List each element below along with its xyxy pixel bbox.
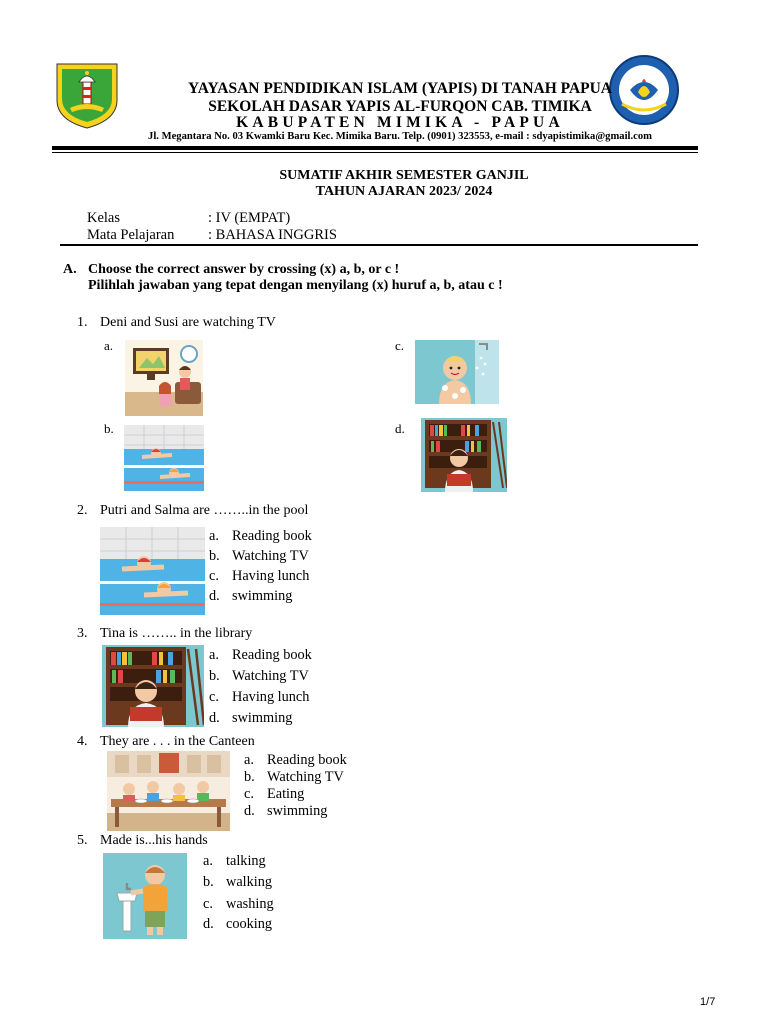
q4-option-b-text: Watching TV — [267, 769, 344, 785]
library-picture — [102, 645, 204, 727]
q4-option-d-text: swimming — [267, 803, 328, 819]
q1-option-b-label: b. — [104, 421, 114, 436]
exam-year: TAHUN AJARAN 2023/ 2024 — [315, 184, 493, 199]
question-5-number: 5. — [77, 833, 88, 848]
q2-option-b-letter: b. — [209, 548, 220, 564]
watching-tv-picture — [125, 340, 203, 416]
question-3-text: Tina is …….. in the library — [100, 626, 253, 641]
q4-option-c-text: Eating — [267, 786, 305, 802]
question-2-number: 2. — [77, 503, 88, 518]
foundation-name: YAYASAN PENDIDIKAN ISLAM (YAPIS) DI TANAH PAPUA — [187, 80, 613, 97]
question-2-text: Putri and Salma are ……..in the pool — [100, 503, 309, 518]
regency-name: KABUPATEN MIMIKA - PAPUA — [236, 114, 564, 131]
swimming-picture-small — [124, 425, 204, 491]
q2-option-b-text: Watching TV — [232, 548, 309, 564]
q5-option-a-letter: a. — [203, 853, 213, 869]
bathing-picture — [415, 340, 499, 404]
school-address: Jl. Megantara No. 03 Kwamki Baru Kec. Mimika Baru. Telp. (0901) 323553, e-mail : sdyapistimika@gmail.com — [148, 131, 652, 142]
q3-option-d-letter: d. — [209, 710, 220, 726]
exam-title: SUMATIF AKHIR SEMESTER GANJIL — [279, 168, 529, 183]
page-current: 1 — [700, 996, 707, 1008]
question-1-number: 1. — [77, 315, 88, 330]
q3-option-c-text: Having lunch — [232, 689, 310, 705]
q1-option-d-label: d. — [395, 421, 405, 436]
q5-option-c-text: washing — [226, 896, 274, 912]
section-letter: A. — [63, 262, 77, 277]
header-divider-thick — [52, 146, 698, 150]
subject-label: Mata Pelajaran — [87, 227, 175, 243]
info-divider — [60, 244, 698, 246]
subject-value: : BAHASA INGGRIS — [208, 227, 337, 243]
instruction-indonesian: Pilihlah jawaban yang tepat dengan menyilang (x) huruf a, b, atau c ! — [88, 278, 503, 293]
q5-option-b-text: walking — [226, 874, 273, 890]
q4-option-b-letter: b. — [244, 769, 255, 785]
q5-option-b-letter: b. — [203, 874, 214, 890]
question-5-text: Made is...his hands — [100, 833, 208, 848]
page-total: 7 — [709, 996, 716, 1008]
swimming-picture — [100, 527, 205, 615]
q2-option-d-letter: d. — [209, 588, 220, 604]
library-picture-small — [421, 418, 507, 492]
q4-option-a-text: Reading book — [267, 752, 347, 768]
question-3-number: 3. — [77, 626, 88, 641]
washing-hands-picture — [103, 853, 187, 939]
page-number: 1/7 — [700, 996, 716, 1008]
q3-option-a-letter: a. — [209, 647, 219, 663]
q4-option-a-letter: a. — [244, 752, 254, 768]
school-name: SEKOLAH DASAR YAPIS AL-FURQON CAB. TIMIKA — [208, 98, 592, 115]
q2-option-a-letter: a. — [209, 528, 219, 544]
q3-option-c-letter: c. — [209, 689, 219, 705]
class-label: Kelas — [87, 210, 121, 226]
q5-option-c-letter: c. — [203, 896, 213, 912]
question-4-text: They are . . . in the Canteen — [100, 734, 255, 749]
question-4-number: 4. — [77, 734, 88, 749]
school-logo — [52, 60, 122, 130]
q2-option-d-text: swimming — [232, 588, 293, 604]
q5-option-a-text: talking — [226, 853, 266, 869]
instruction-english: Choose the correct answer by crossing (x) a, b, or c ! — [88, 262, 400, 277]
q3-option-a-text: Reading book — [232, 647, 312, 663]
q4-option-c-letter: c. — [244, 786, 254, 802]
q5-option-d-letter: d. — [203, 916, 214, 932]
header-divider-thin — [52, 152, 698, 153]
q4-option-d-letter: d. — [244, 803, 255, 819]
q3-option-b-text: Watching TV — [232, 668, 309, 684]
canteen-picture — [107, 751, 230, 831]
q1-option-a-label: a. — [104, 338, 114, 353]
q3-option-d-text: swimming — [232, 710, 293, 726]
q5-option-d-text: cooking — [226, 916, 273, 932]
q1-option-c-label: c. — [395, 338, 405, 353]
q3-option-b-letter: b. — [209, 668, 220, 684]
q2-option-c-text: Having lunch — [232, 568, 310, 584]
q2-option-a-text: Reading book — [232, 528, 312, 544]
class-value: : IV (EMPAT) — [208, 210, 291, 226]
question-1-text: Deni and Susi are watching TV — [100, 315, 276, 330]
q2-option-c-letter: c. — [209, 568, 219, 584]
